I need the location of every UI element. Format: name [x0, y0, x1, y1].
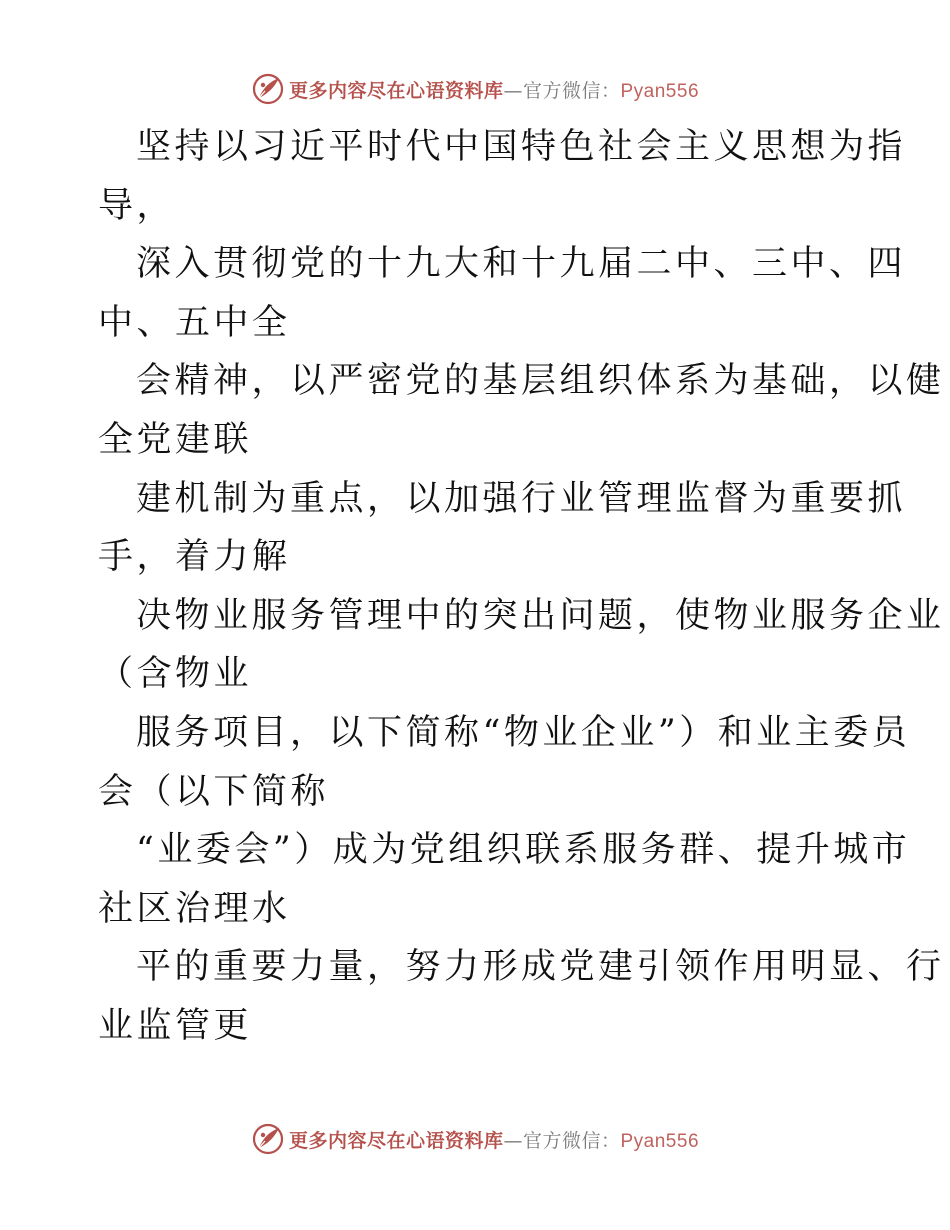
feather-quill-icon [251, 1122, 285, 1156]
text-line: 平的重要力量，努力形成党建引领作用明显、行 [136, 947, 945, 988]
watermark-wechat-label: 官方微信： [522, 79, 621, 102]
text-line: 会（以下简称 [98, 771, 330, 812]
text-line: 决物业服务管理中的突出问题，使物业服务企业 [136, 595, 945, 636]
watermark-text [289, 1126, 699, 1153]
watermark-wechat-id: Pyan556 [620, 1130, 700, 1152]
text-line: 导， [98, 185, 176, 226]
text-line: （含物业 [98, 654, 253, 695]
document-body [98, 118, 945, 1056]
feather-quill-icon [251, 72, 285, 106]
footer-watermark [0, 1122, 950, 1156]
watermark-text [289, 76, 699, 103]
watermark-site: 更多内容尽在心语资料库 [288, 79, 504, 102]
text-line: 手，着力解 [98, 537, 291, 578]
header-watermark [0, 72, 950, 106]
text-line: “业委会”）成为党组织联系服务群、提升城市 [136, 830, 911, 871]
text-line: 中、五中全 [98, 302, 291, 343]
brand [251, 72, 699, 106]
watermark-dash: — [503, 1129, 523, 1152]
text-line: 社区治理水 [98, 888, 291, 929]
watermark-dash: — [503, 79, 523, 102]
brand [251, 1122, 699, 1156]
text-line: 业监管更 [98, 1005, 253, 1046]
watermark-wechat-id: Pyan556 [620, 80, 700, 102]
text-line: 全党建联 [98, 419, 253, 460]
text-line: 坚持以习近平时代中国特色社会主义思想为指 [136, 127, 907, 167]
text-line: 服务项目，以下简称“物业企业”）和业主委员 [136, 712, 911, 753]
watermark-site: 更多内容尽在心语资料库 [288, 1129, 504, 1152]
text-line: 深入贯彻党的十九大和十九届二中、三中、四 [136, 244, 907, 285]
text-line: 会精神，以严密党的基层组织体系为基础，以健 [136, 361, 945, 402]
watermark-wechat-label: 官方微信： [522, 1129, 621, 1152]
text-line: 建机制为重点，以加强行业管理监督为重要抓 [136, 478, 907, 519]
